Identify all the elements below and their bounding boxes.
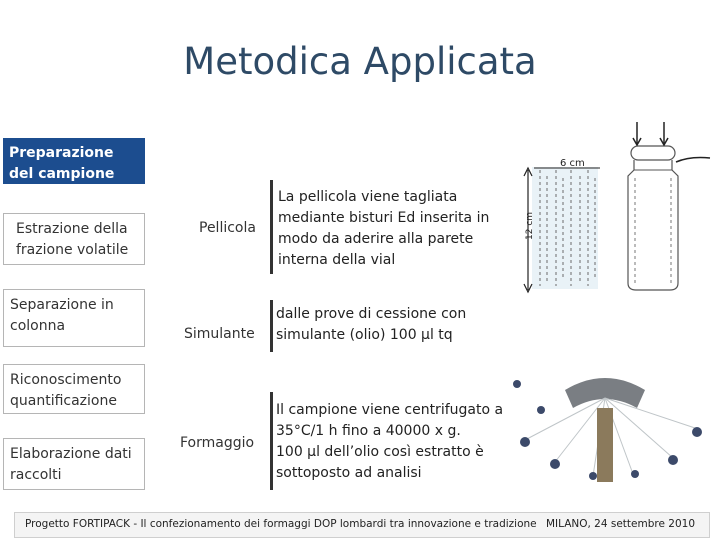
height-label: 12 cm bbox=[525, 211, 535, 240]
footer-bar bbox=[14, 512, 710, 538]
vial-diagram bbox=[510, 118, 715, 298]
sidebar-item-riconoscimento[interactable]: Riconoscimento quantificazione bbox=[3, 364, 145, 414]
step-desc-pellicola: La pellicola viene tagliata mediante bisturi Ed inserita in modo da aderire alla parete interna della vial bbox=[278, 189, 490, 268]
step-label-pellicola: Pellicola bbox=[199, 220, 256, 236]
step-desc-simulante: dalle prove di cessione con simulante (olio) 100 µl tq bbox=[276, 306, 467, 343]
page-title: Metodica Applicata bbox=[183, 40, 537, 83]
footer-project: Progetto FORTIPACK - Il confezionamento dei formaggi DOP lombardi tra innovazione e tradizione bbox=[25, 518, 537, 530]
desc-line: 35°C/1 h fino a 40000 x g. bbox=[276, 423, 461, 439]
desc-line: Il campione viene centrifugato a bbox=[276, 402, 504, 418]
swing-ride-photo bbox=[505, 370, 705, 482]
sidebar-item-elaborazione[interactable]: Elaborazione dati raccolti bbox=[3, 438, 145, 490]
sidebar-item-estrazione[interactable]: Estrazione della frazione volatile bbox=[3, 213, 145, 265]
step-divider bbox=[270, 180, 273, 274]
sidebar-item-preparazione[interactable]: Preparazione del campione bbox=[3, 138, 145, 184]
sidebar-item-separazione[interactable]: Separazione in colonna bbox=[3, 289, 145, 347]
desc-line: sottoposto ad analisi bbox=[276, 465, 422, 481]
desc-line: 100 µl dell’olio così estratto è bbox=[276, 444, 484, 460]
step-divider bbox=[270, 300, 273, 352]
footer-event: MILANO, 24 settembre 2010 bbox=[545, 518, 695, 530]
width-label: 6 cm bbox=[560, 158, 585, 169]
step-label-simulante: Simulante bbox=[184, 326, 255, 342]
step-divider bbox=[270, 392, 273, 490]
step-label-formaggio: Formaggio bbox=[180, 435, 255, 451]
step-desc-formaggio bbox=[276, 400, 512, 484]
